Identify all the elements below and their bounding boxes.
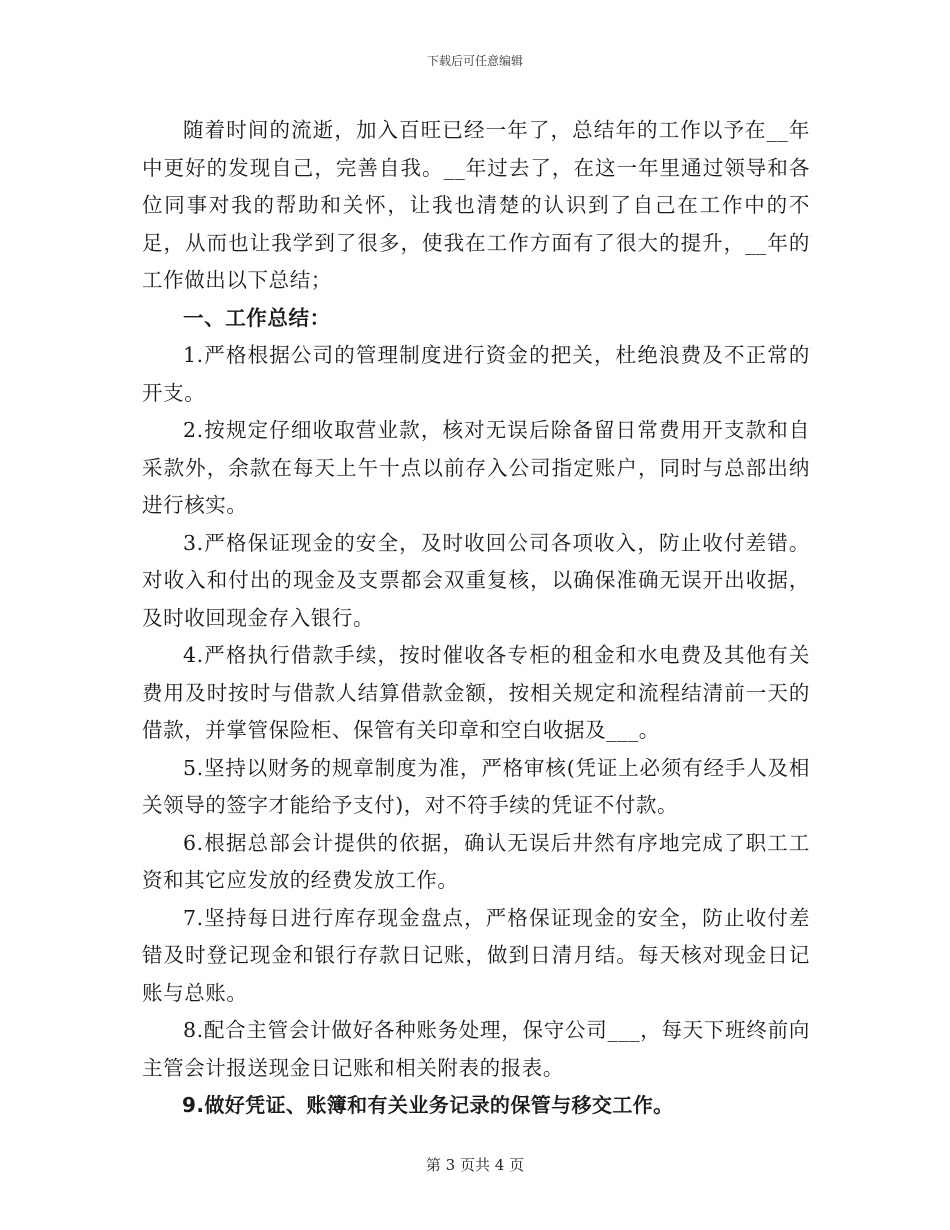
list-item-4: 4.严格执行借款手续，按时催收各专柜的租金和水电费及其他有关费用及时按时与借款人结算借款金额，按相关规定和流程结清前一天的借款，并掌管保险柜、保管有关印章和空白收据及___。	[142, 643, 810, 742]
document-body	[142, 112, 810, 1125]
list-item-3: 3.严格保证现金的安全，及时收回公司各项收入，防止收付差错。对收入和付出的现金及支票都会双重复核，以确保准确无误开出收据，及时收回现金存入银行。	[142, 530, 810, 630]
page-header: 下载后可任意编辑	[426, 54, 523, 68]
list-item-6: 6.根据总部会计提供的依据，确认无误后井然有序地完成了职工工资和其它应发放的经费发放工作。	[142, 830, 810, 892]
list-item-1: 1.严格根据公司的管理制度进行资金的把关，杜绝浪费及不正常的开支。	[142, 343, 810, 405]
list-item-7: 7.坚持每日进行库存现金盘点，严格保证现金的安全，防止收付差错及时登记现金和银行存款日记账，做到日清月结。每天核对现金日记账与总账。	[142, 905, 810, 1005]
intro-paragraph: 随着时间的流逝，加入百旺已经一年了，总结年的工作以予在__年中更好的发现自己，完善自我。__年过去了，在这一年里通过领导和各位同事对我的帮助和关怀，让我也清楚的认识到了自己在工作中的不足，从而也让我学到了很多，使我在工作方面有了很大的提升，__年的工作做出以下总结；	[142, 118, 810, 292]
list-item-8: 8.配合主管会计做好各种账务处理，保守公司___，每天下班终前向主管会计报送现金日记账和相关附表的报表。	[142, 1018, 810, 1080]
list-item-2: 2.按规定仔细收取营业款，核对无误后除备留日常费用开支款和自采款外，余款在每天上午十点以前存入公司指定账户，同时与总部出纳进行核实。	[142, 418, 810, 517]
section-heading: 一、工作总结：	[183, 305, 331, 330]
list-item-5: 5.坚持以财务的规章制度为准，严格审核(凭证上必须有经手人及相关领导的签字才能给予支付)，对不符手续的凭证不付款。	[142, 755, 810, 817]
page-number: 第 3 页共 4 页	[425, 1156, 525, 1174]
list-item-9: 9.做好凭证、账簿和有关业务记录的保管与移交工作。	[182, 1093, 674, 1117]
